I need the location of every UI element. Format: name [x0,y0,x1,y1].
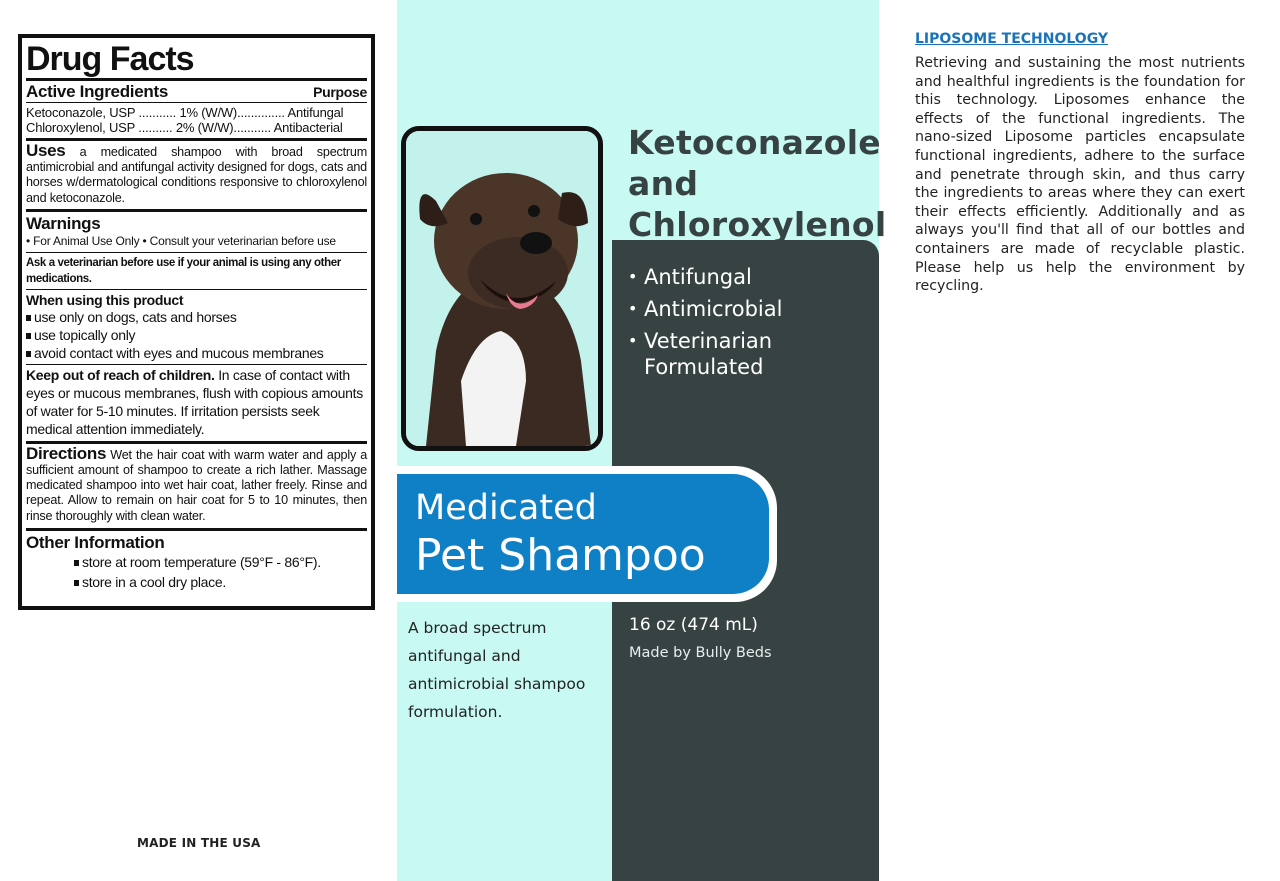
warnings-section [26,209,367,441]
uses-section [26,138,367,209]
keep-out-text: In case of contact with eyes or mucous membranes, flush with copious amounts of water for 5-10 minutes. If irritation persists seek medical attention immediately. [26,366,363,437]
warnings-line: • For Animal Use Only • Consult your veterinarian before use [26,233,336,248]
product-banner [397,474,769,594]
made-in-usa: MADE IN THE USA [137,836,261,850]
purpose-heading: Purpose [313,84,367,100]
product-name-line1: Medicated [415,488,597,528]
ask-vet-line: Ask a veterinarian before use if your animal is using any other medications. [26,252,367,289]
ingredient-title: Ketoconazole and Chloroxylenol [628,123,887,244]
benefit-item: • Veterinarian Formulated [628,328,873,380]
other-info-heading: Other Information [26,532,165,552]
active-ingredients-section [26,78,367,138]
product-size: 16 oz (474 mL) [629,615,758,635]
warnings-heading: Warnings [26,213,101,233]
when-using-item: use only on dogs, cats and horses [26,308,367,326]
liposome-heading: LIPOSOME TECHNOLOGY [915,31,1109,47]
drug-facts-panel [18,34,375,610]
other-info-item: store in a cool dry place. [26,573,367,591]
other-info-item: store at room temperature (59°F - 86°F). [26,553,367,571]
product-description: A broad spectrum antifungal and antimicrobial shampoo formulation. [408,619,586,721]
directions-heading: Directions [26,443,107,463]
uses-text: a medicated shampoo with broad spectrum antimicrobial and antifungal activity designed for dogs, cats and horses w/dermatological conditions responsive to chloroxylenol and ketoconazole. [26,145,367,205]
product-name-line2: Pet Shampoo [415,530,706,581]
product-maker: Made by Bully Beds [629,645,772,661]
uses-heading: Uses [26,141,66,160]
dog-photo [401,126,603,451]
benefits-list [628,264,873,386]
dog-illustration [406,131,598,446]
active-ingredients-heading: Active Ingredients [26,82,168,101]
liposome-body: Retrieving and sustaining the most nutrients and healthful ingredients is the foundation for this technology. Liposomes enhance the effects of the functional ingredients. The nano-sized Liposome particles encapsulate functional ingredients, adhere to the surface and penetrate through skin, and thus carry the ingredients to areas where they can exert their effects efficiently. Additionally and as always you'll find that all of our bottles and containers are made of recyclable plastic. Please help us help the environment by recycling. [915,55,1245,295]
directions-section [26,441,367,528]
keep-out-heading: Keep out of reach of children. [26,366,215,383]
ingredient-line: Chloroxylenol, USP .......... 2% (W/W)........... Antibacterial [26,120,343,135]
drug-facts-title: Drug Facts [26,40,194,78]
other-info-section [26,528,367,591]
when-using-heading: When using this product [26,291,184,308]
ingredient-line: Ketoconazole, USP ........... 1% (W/W).............. Antifungal [26,105,344,120]
directions-text: Wet the hair coat with warm water and apply a sufficient amount of shampoo to create a rich lather. Massage medicated shampoo into wet hair coat, lather freely. Rinse and repeat. Allow to remain on hair coat for 5 to 10 minutes, then rinse thoroughly with clean water. [26,447,367,523]
benefit-item: • Antifungal [628,264,873,290]
when-using-item: use topically only [26,326,367,344]
benefit-item: • Antimicrobial [628,296,873,322]
when-using-item: avoid contact with eyes and mucous membranes [26,344,367,362]
